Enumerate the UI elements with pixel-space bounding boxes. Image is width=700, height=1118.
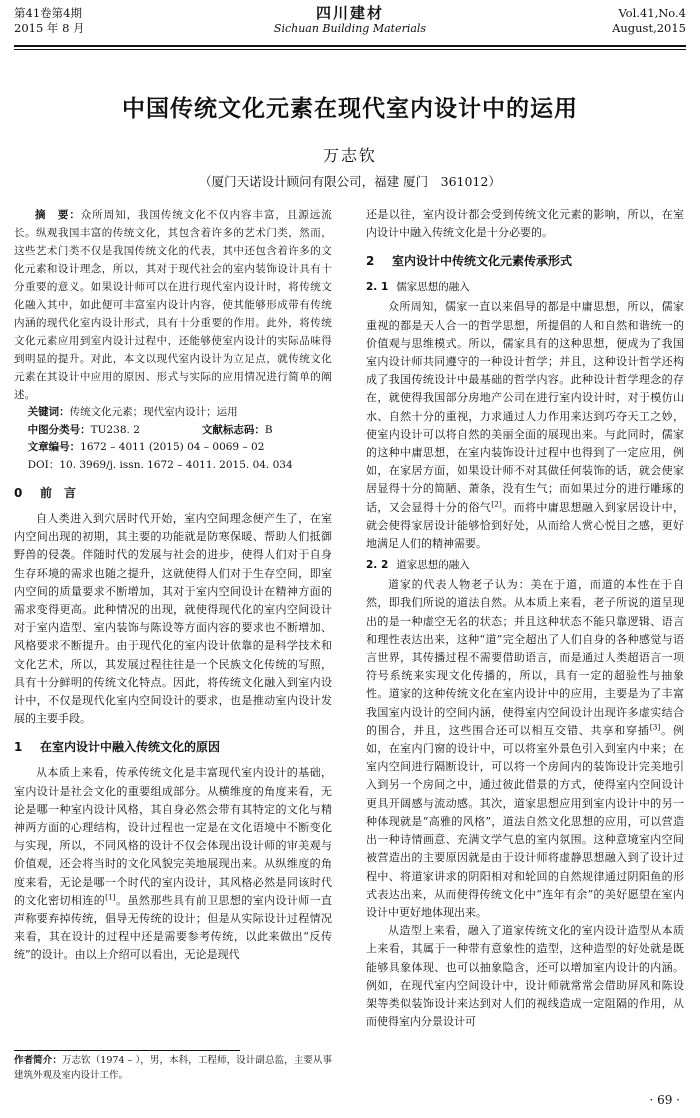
subsection-number: 2. 2 bbox=[366, 559, 389, 572]
doi bbox=[14, 457, 332, 475]
paragraph-text: 。例如，在室内门窗的设计中，可以将室外景色引入到室内中来；在室内空间进行隔断设计，可以将一个房间内的装饰设计完美地引入到另一个房间之中，通过彼此借景的方式，使得室内空间设计更具开阔感与流动感。其次，道家思想应用到室内设计中的另一种体现就是“高雅的风格”，道法自然文化思想的应用，可以营造出一种诗情画意、充满文学气息的室内氛围。这种意境室内空间被营造出的主要原因就是由于设计师将虚静思想融入到了设计过程中、将道家讲求的阴阳相对和轮回的自然规律通过阴阳鱼的形式表达出来，从而使得传统文化中“连年有余”的美好愿望在室内设计中更好地体现出来。 bbox=[366, 723, 685, 919]
section-title: 在室内设计中融入传统文化的原因 bbox=[40, 740, 221, 755]
section1-paragraph bbox=[14, 764, 332, 964]
section21-paragraph bbox=[366, 298, 684, 553]
keywords-text: 传统文化元素；现代室内设计；运用 bbox=[69, 406, 238, 418]
section-number: 1 bbox=[14, 740, 23, 755]
subsection-heading-2-1 bbox=[366, 278, 684, 296]
author-affiliation: （厦门天诺设计顾问有限公司，福建 厦门 361012） bbox=[199, 174, 501, 189]
header-rule-thin bbox=[14, 49, 686, 50]
footnote-label: 作者简介： bbox=[14, 1055, 62, 1066]
section22-paragraph bbox=[366, 576, 684, 922]
doccode-value: B bbox=[264, 423, 273, 436]
doi-label: DOI： bbox=[27, 458, 60, 471]
paragraph-text: 从本质上来看，传承传统文化是丰富现代室内设计的基础，室内设计是社会文化的重要组成部分。从横维度的角度来看，无论是哪一种室内设计风格，其自身必然会带有其特定的文化与精神两方面的心理结构，设计过程也一定是在文化语境中不断变化与实现，所以，不同风格的设计不仅会体现出设计师的审美观与价值观，还会将当时的文化风貌完美地展现出来。从纵维度的角度来看，无论是哪一个时代的室内设计，其风格必然是同该时代的文化密切相连的 bbox=[14, 766, 332, 907]
doi-value: 10. 3969/j. issn. 1672 – 4011. 2015. 04. 034 bbox=[59, 458, 293, 471]
intro-paragraph: 自人类进入到穴居时代开始，室内空间理念便产生了，在室内空间出现的初期，其主要的功能就是防寒保暖、帮助人们抵御野兽的侵袭。伴随时代的发展与社会的进步，使得人们对于自身生存环境的需求也随之提升，这就使得人们对于生存空间，即室内空间的质量要求不断增加，其对于室内空间设计在精神方面的需求变得更高。此种情况的出现，就使得现代化的室内空间设计对于室内造型、室内装饰与陈设等方面内容的要求也不断增加、风格要求不断提升。由于现代化的室内设计依靠的是科学技术和文化艺术，所以，其发展过程往往是一个民族文化传统的写照，具有十分鲜明的传统文化特点。因此，将传统文化融入到室内设计中，不仅是现代化室内空间设计的要求，也是推动室内设计发展的主要手段。 bbox=[14, 512, 332, 726]
paragraph-text: 。虽然那些具有前卫思想的室内设计师一直声称要弃掉传统，倡导无传统的设计；但是从实际设计过程情况来看，其在设计的过程中还是需要参考传统，以此来做出“反传统”的设计。由以上介绍可以看出，无论是现代 bbox=[14, 893, 333, 962]
subsection-number: 2. 1 bbox=[366, 281, 389, 294]
articleno-label: 文章编号： bbox=[27, 441, 81, 453]
abstract bbox=[14, 206, 332, 404]
abstract-label: 摘 要： bbox=[35, 209, 81, 221]
paragraph-text: 众所周知，儒家一直以来倡导的都是中庸思想，所以，儒家重视的都是天人合一的哲学思想，所提倡的人和自然和谐统一的价值观与思维模式。所以，儒家具有的这种思想，便成为了我国室内设计师共同遵守的一种设计哲学；并且，这种设计哲学还构成了我国传统设计中最基础的哲学内容。此种设计哲学理念的存在，就使得我国部分房地产公司在进行室内设计时，对于模仿山水、自然十分的重视，力求通过人力作用来达到巧夺天工之妙，使室内设计可以将自然的美丽全面的展现出来。与此同时，儒家的这种中庸思想，在室内装饰设计过程中也得到了一定应用，例如，在家居方面，如果设计师不对其做任何装饰的话，就会使家居显得十分的简陋、萧条，没有生气；而如果过分的进行雕琢的话，又会显得十分的俗气 bbox=[366, 300, 684, 514]
volume-issue-en: Vol.41,No.4 bbox=[618, 6, 686, 20]
section-number: 0 bbox=[14, 486, 23, 500]
page-number: · 69 · bbox=[649, 1093, 680, 1107]
section22-paragraph-2: 从造型上来看，融入了道家传统文化的室内设计造型从本质上来看，其属于一种带有意象性的造型，这种造型的好处就是既能够具象体现、也可以抽象隐含，还可以增加室内设计的内涵。例如，在现代室内空间设计中，设计师就常常会借助屏风和陈设架等类似装饰设计来达到对人们的视线造成一定阻隔的作用，从而使得室内分景设计可 bbox=[366, 924, 684, 1029]
subsection-title: 道家思想的融入 bbox=[396, 559, 470, 572]
section-heading-1 bbox=[14, 738, 332, 756]
section-number: 2 bbox=[366, 254, 375, 269]
section-heading-0 bbox=[14, 484, 332, 502]
article-title: 中国传统文化元素在现代室内设计中的运用 bbox=[122, 95, 578, 122]
section-title: 室内设计中传统文化元素传承形式 bbox=[392, 254, 573, 269]
left-column bbox=[14, 206, 332, 965]
citation-ref[interactable]: [3] bbox=[649, 722, 661, 732]
header-right bbox=[612, 6, 686, 36]
abstract-text: 众所周知，我国传统文化不仅内容丰富，且源远流长。纵观我国丰富的传统文化，其包含着许多的艺术门类，然而，这些艺术门类不仅是我国传统文化的代表，其中还包含着许多的文化元素和设计理念，所以，其对于现代社会的室内装饰设计具有十分重要的意义。如果设计师可以在进行现代室内设计时，将传统文化融入其中，如此便可丰富室内设计内容，使其能够形成带有传统内涵的现代化室内设计形式，具有十分重要的作用。此外，将传统文化元素应用到室内设计过程中，还能够使室内设计的实际品味得到明显的提升。对此，本文以现代室内设计为立足点，就传统文化元素在其设计中应用的原因、形式与实际的应用情况进行简单的阐述。 bbox=[14, 209, 332, 401]
articleno-value: 1672 – 4011 (2015) 04 – 0069 – 02 bbox=[80, 441, 265, 453]
citation-ref[interactable]: [2] bbox=[491, 498, 502, 508]
continued-paragraph: 还是以往，室内设计都会受到传统文化元素的影响，所以，在室内设计中融入传统文化是十分必要的。 bbox=[366, 208, 684, 240]
volume-issue: 第41卷第4期 bbox=[14, 6, 82, 20]
clc-value: TU238. 2 bbox=[90, 423, 140, 436]
classification-line bbox=[14, 422, 332, 440]
article-author: 万志钦 bbox=[322, 146, 377, 165]
article-number bbox=[14, 439, 332, 457]
subsection-title: 儒家思想的融入 bbox=[396, 281, 470, 294]
author-footnote bbox=[14, 1053, 332, 1083]
header-rule-thick bbox=[14, 45, 686, 47]
citation-ref[interactable]: [1] bbox=[105, 892, 116, 902]
clc-label: 中图分类号： bbox=[27, 423, 91, 436]
keywords-label: 关键词： bbox=[27, 406, 70, 418]
issue-date-en: August,2015 bbox=[612, 21, 686, 35]
section-title: 前 言 bbox=[40, 486, 77, 500]
issue-date: 2015 年 8 月 bbox=[14, 21, 85, 35]
journal-name-en: Sichuan Building Materials bbox=[273, 22, 427, 35]
doccode-label: 文献标志码： bbox=[201, 423, 265, 436]
subsection-heading-2-2 bbox=[366, 556, 684, 574]
paragraph-text: 。而将中庸思想融入到家居设计中，就会使得家居设计能够恰到好处，从而给人赏心悦目之感，更好地满足人们的精神需要。 bbox=[366, 500, 685, 551]
footnote-rule bbox=[14, 1050, 240, 1051]
journal-logo: 四川建材 bbox=[315, 4, 384, 22]
running-header bbox=[14, 6, 686, 44]
footnote-text: 万志钦（1974 – ），男，本科，工程师，设计副总监，主要从事建筑外观及室内设计工作。 bbox=[14, 1055, 332, 1081]
section-heading-2 bbox=[366, 252, 684, 270]
paragraph-text: 道家的代表人物老子认为：美在于道，而道的本性在于自然，即我们所说的道法自然。从本质上来看，老子所说的道呈现出的是一种虚空无名的状态；并且这种状态不能只靠逻辑、语言和理性表达出来，这种“道”完全超出了人们自身的各种感觉与语言世界，其传播过程不需要借助语言，而是通过人类超语言一项符号系统来实现文化传播的，所以，具有一定的超验性与抽象性。道家的这种传统文化在室内设计中的应用，主要是为了丰富我国室内设计的空间内涵，使得室内空间设计出现许多虚实结合的围合，并且，这些围合还可以相互交错、共享和穿插 bbox=[366, 578, 684, 737]
keywords bbox=[14, 404, 332, 422]
header-center bbox=[14, 6, 686, 36]
right-column bbox=[366, 206, 684, 1031]
